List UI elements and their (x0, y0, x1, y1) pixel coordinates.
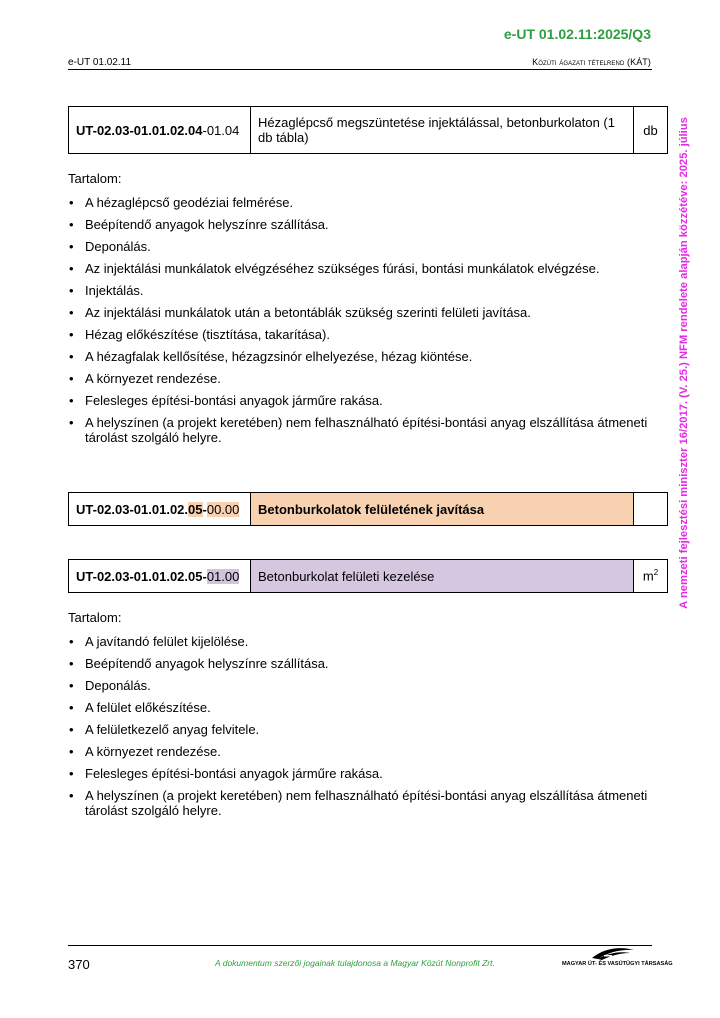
item-unit (634, 493, 668, 526)
bullet-icon: • (69, 766, 74, 781)
running-header-right: Közúti ágazati tételrend (KÁT) (532, 57, 651, 67)
bullet-item (68, 722, 652, 737)
bullet-item (68, 371, 652, 386)
bullet-icon: • (69, 195, 74, 210)
bullet-item (68, 678, 652, 693)
bullet-list (68, 634, 652, 818)
bullet-item (68, 656, 652, 671)
item-title: Betonburkolat felületi kezelése (251, 560, 634, 593)
item-code-prefix: UT-02.03-01.01.02. (76, 501, 189, 517)
item-table-hezaglepcso (68, 106, 668, 154)
bullet-icon: • (69, 788, 74, 803)
logo-swoosh-icon (562, 946, 654, 962)
unit-base: m (642, 568, 654, 584)
bullet-text: A helyszínen (a projekt keretében) nem felhasználható építési-bontási anyag elszállítása átmeneti tárolást szolgáló helyre. (85, 415, 648, 445)
bullet-icon: • (69, 722, 74, 737)
item-code-main: UT-02.03-01.01.02.04 (76, 122, 203, 138)
bullet-item (68, 283, 652, 298)
bullet-icon: • (69, 634, 74, 649)
bullet-text: A hézagfalak kellősítése, hézagzsinór elhelyezése, hézag kiöntése. (85, 349, 473, 364)
bullet-item (68, 744, 652, 759)
bullet-icon: • (69, 371, 74, 386)
bullet-item (68, 393, 652, 408)
item-code-highlight: 01.00 (206, 568, 240, 584)
bullet-text: Injektálás. (85, 283, 144, 298)
bullet-text: Beépítendő anyagok helyszínre szállítása. (85, 217, 329, 232)
bullet-icon: • (69, 700, 74, 715)
page-number: 370 (68, 957, 90, 972)
side-publication-note (674, 98, 694, 628)
content-section-2 (68, 610, 652, 825)
bullet-icon: • (69, 415, 74, 430)
bullet-text: Az injektálási munkálatok elvégzéséhez szükséges fúrási, bontási munkálatok elvégzése. (85, 261, 600, 276)
bullet-text: Beépítendő anyagok helyszínre szállítása. (85, 656, 329, 671)
bullet-icon: • (69, 305, 74, 320)
bullet-text: A helyszínen (a projekt keretében) nem felhasználható építési-bontási anyag elszállítása átmeneti tárolást szolgáló helyre. (85, 788, 648, 818)
content-label: Tartalom: (68, 171, 122, 186)
item-unit (634, 560, 668, 593)
bullet-item (68, 788, 652, 818)
bullet-item (68, 700, 652, 715)
bullet-icon: • (69, 393, 74, 408)
bullet-icon: • (69, 261, 74, 276)
bullet-icon: • (69, 239, 74, 254)
item-title: Hézaglépcső megszüntetése injektálással, betonburkolaton (1 db tábla) (251, 107, 634, 154)
item-code-sep: - (202, 501, 207, 517)
item-unit: db (634, 107, 668, 154)
item-code (69, 107, 251, 154)
copyright-note: A dokumentum szerzői jogainak tulajdonosa a Magyar Közút Nonprofit Zrt. (215, 958, 495, 968)
bullet-text: Deponálás. (85, 239, 151, 254)
bullet-item (68, 217, 652, 232)
bullet-text: A javítandó felület kijelölése. (85, 634, 249, 649)
publisher-logo (562, 946, 673, 970)
bullet-text: Az injektálási munkálatok után a betontáblák szükség szerinti felületi javítása. (85, 305, 531, 320)
item-row (69, 107, 668, 154)
item-table-feluleti-kezeles (68, 559, 668, 593)
running-header-left: e-UT 01.02.11 (68, 57, 132, 68)
item-code-prefix: UT-02.03-01.01.02.05- (76, 568, 207, 584)
document-code: e-UT 01.02.11:2025/Q3 (503, 26, 651, 42)
bullet-icon: • (69, 327, 74, 342)
item-row (69, 560, 668, 593)
bullet-text: Felesleges építési-bontási anyagok járműre rakása. (85, 766, 383, 781)
item-code (69, 493, 251, 526)
bullet-item (68, 415, 652, 445)
content-label: Tartalom: (68, 610, 122, 625)
bullet-icon: • (69, 656, 74, 671)
content-section-1 (68, 171, 652, 452)
bullet-item (68, 261, 652, 276)
header-rule (68, 69, 652, 70)
bullet-list (68, 195, 652, 445)
bullet-icon: • (69, 744, 74, 759)
logo-text: MAGYAR ÚT- ÉS VASÚTÜGYI TÁRSASÁG (562, 961, 673, 967)
bullet-text: Hézag előkészítése (tisztítása, takarítása). (85, 327, 330, 342)
bullet-item (68, 634, 652, 649)
bullet-item (68, 305, 652, 320)
item-code-tail: 00.00 (206, 501, 240, 517)
item-code-tail: -01.04 (202, 122, 240, 138)
bullet-item (68, 327, 652, 342)
item-title: Betonburkolatok felületének javítása (251, 493, 634, 526)
bullet-text: A felületkezelő anyag felvitele. (85, 722, 260, 737)
item-row (69, 493, 668, 526)
bullet-text: A környezet rendezése. (85, 371, 221, 386)
bullet-text: Felesleges építési-bontási anyagok járműre rakása. (85, 393, 383, 408)
bullet-icon: • (69, 283, 74, 298)
bullet-text: A hézaglépcső geodéziai felmérése. (85, 195, 294, 210)
bullet-text: A felület előkészítése. (85, 700, 211, 715)
bullet-item (68, 766, 652, 781)
item-code (69, 560, 251, 593)
bullet-icon: • (69, 678, 74, 693)
unit-superscript: 2 (653, 568, 659, 578)
bullet-item (68, 239, 652, 254)
bullet-item (68, 349, 652, 364)
bullet-text: Deponálás. (85, 678, 151, 693)
side-publication-note-text: A nemzeti fejlesztési miniszter 16/2017. (V. 25.) NFM rendelete alapján közzétéve: 2025. július (678, 117, 690, 609)
item-code-highlight: 05 (188, 501, 203, 517)
bullet-text: A környezet rendezése. (85, 744, 221, 759)
bullet-icon: • (69, 217, 74, 232)
bullet-item (68, 195, 652, 210)
bullet-icon: • (69, 349, 74, 364)
item-table-betonburkolatok (68, 492, 668, 526)
